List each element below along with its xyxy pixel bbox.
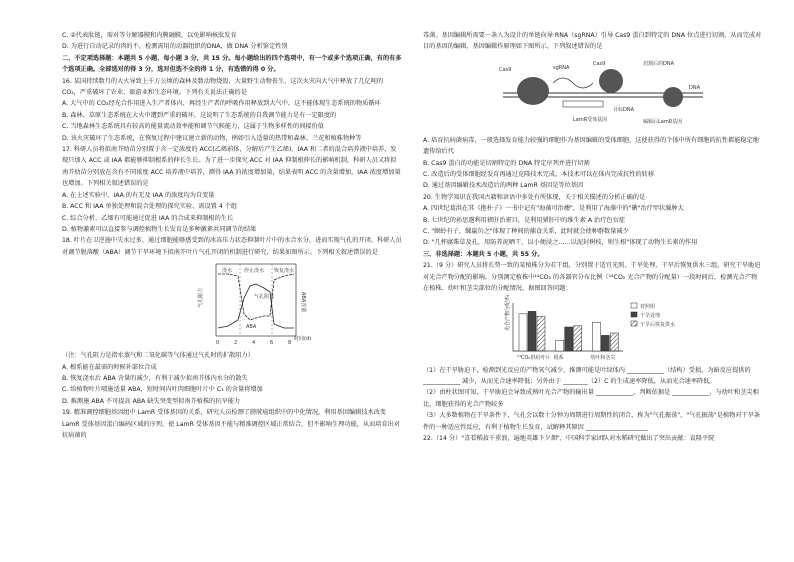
left-column bbox=[62, 30, 402, 441]
option-line: D. 通过基因编辑技术改造后的两种 LamR 基因是等位基因 bbox=[423, 182, 584, 190]
category-label: 根系 bbox=[553, 354, 564, 361]
figure-note: （注：气孔阻力是指水蒸气和二氧化碳等气体通过气孔时的扩散阻力） bbox=[62, 352, 254, 360]
section-heading: 二、不定项选择题：本题共 5 小题，每小题 3 分，共 15 分。每小题给出的四个选项中，有一个或多个选项正确，有的有多个选项正确。全部选对的得 3 分，选对但选不全的得 1 分，有选错的得 0 分。 bbox=[62, 54, 402, 74]
option-line: C. 改造后的受体细胞经发育再通过克隆技术完成，本技术可以在体内完成抗性的转移 bbox=[423, 171, 655, 179]
cas9-protein-2 bbox=[599, 69, 623, 93]
cas9-protein-1 bbox=[517, 77, 549, 105]
option-line: C. 当地森林生态系统具有较高的能量流动效率能和调节气候能力，这属于生物多样性的间接价值 bbox=[62, 123, 324, 131]
stomata-resistance-line bbox=[218, 284, 294, 331]
option-line: A. 四世纪葛洪在其《抱朴子》一书中记有"海藻可治瘿"，是利用了海藻中的"碘"治疗甲状腺肿大 bbox=[423, 205, 684, 213]
label-stop-water: 停止浇水 bbox=[244, 268, 265, 275]
aba-stomata-figure bbox=[194, 258, 402, 350]
label-sgrna: sgRNA bbox=[553, 64, 570, 71]
y-axis-left: 气孔阻力 bbox=[198, 288, 204, 309]
label-lamr: LamR受体基因 bbox=[573, 116, 608, 123]
bar bbox=[556, 340, 564, 351]
bar bbox=[592, 322, 600, 351]
question-18: 18. 叶片在卫逆施中失水过多，通过细胞能够感受到的冰冻压力状态抑制叶片中的水合水分，进而实现气孔的开闭、科研人员对调节脱落酸（ABA）调节干旱环境下拟南芥叶片气孔开闭的机制进行研究，结果如图所示。下列相关叙述错误的是 bbox=[62, 237, 402, 256]
x-tick: 4 bbox=[252, 340, 256, 347]
photosynthate-bar-chart bbox=[487, 295, 763, 365]
sub-question: （1）在干旱胁迫下，检测到光反应的产物氧气减少，推测可能是叶绿体内 ____________（结构）受损，为暗反应提供的 ____________ 减少，从而光合速率降低；另外由于 ________（2）C 的生成速率降低，从而光合速率降低。 bbox=[423, 366, 751, 385]
label-target-dna: 目标DNA bbox=[613, 106, 635, 113]
x-tick: 0 bbox=[216, 340, 220, 347]
section-heading: 三、非选择题：本题共 5 小题，共 55 分。 bbox=[423, 250, 544, 258]
option-line: D. 推测施 ABA 不可提高 ABA 缺失突变型拟南芥植株的抗旱能力 bbox=[62, 397, 241, 405]
label-water: 浇水 bbox=[222, 268, 233, 275]
y-axis-label: 光合产物分配率(%) bbox=[505, 294, 511, 331]
question-20: 20. 生物学知识在我国古籍和谚语中多处有所体现，关于相关描述的分析正确的是 bbox=[423, 193, 646, 201]
option-line: C. ②代表肽链，需对等分解器膜和内膜融膜，以免影响核肽发育 bbox=[62, 32, 237, 39]
aba-stomata-chart bbox=[194, 258, 314, 350]
option-line: D. 该火灾破坏了生态系统，在恢复过程中建议建立新的动物，例如引入适量的热带和森林、兰花和植株物种等 bbox=[62, 134, 362, 142]
question-17: 17. 科研人员将拟南芥幼苗分别置于含一定浓度的 ACC(乙烯前体，分解后产生乙烯)、IAA 和二者的混合培养液中培养，发现只加入 ACC 或 IAA 都能够抑制根系的伸长生长。为了进一步探究 ACC 对 IAA 抑制根伸长的影响机制，科研人员又将拟南芥幼苗分别放在含有不同浓度 ACC 培养液中培养，测得 IAA 的浓度增加量，结果表明 ACC 的含量增加，IAA 浓度增加量也增加。下列相关叙述错误的是 bbox=[62, 146, 401, 188]
bar bbox=[519, 313, 527, 350]
legend-swatch bbox=[631, 321, 637, 326]
bar bbox=[574, 325, 582, 350]
gene-editing-figure bbox=[493, 53, 763, 135]
y-axis-right: ABA含量 bbox=[300, 292, 306, 313]
right-column bbox=[423, 30, 763, 444]
option-line: B. 森林、草原生态系统在大火中遭到严重的破坏，这说明了生态系统的自我调节能力是有一定限度的 bbox=[62, 111, 337, 119]
question-21: 21.（9 分）研究人员将长势一致的某植株分为若干组，分别置于适宜光照、干旱处理、干旱后恢复供水三组，研究干旱胁迫对光合产物分配的影响，分别测定植株中¹⁴CO₂ 的各器官分布比例（¹⁴CO₂ 光合产物的分配量）一段时间后，检测光合产物在植株、幼叶和茎尖部位的分配情况，据图回答问题： bbox=[423, 262, 761, 293]
x-tick: 8 bbox=[288, 340, 292, 347]
option-line: D. 为进行自动记录的肉的不，检测需用的动器组织的DNA，做 DNA 分析鉴定性别 bbox=[62, 43, 288, 51]
option-line: A. 在上述实验中，IAA 的有无及 IAA 的浓度均为自变量 bbox=[62, 191, 215, 199]
option-line: B. 七世纪的孙思邈利用猪肝治雀目，是利用猪肝中的维生素 A 治疗色盲症 bbox=[423, 216, 625, 224]
question-19-continued: 毒菌。基因编辑所需要一条人为设计的单链向导 RNA（sgRNA）引导 Cas9 蛋白到特定的 DNA 位点进行切割，从而完成对目的基因的编辑，基因编辑作原理如下图所示，下列叙述错误的是 bbox=[423, 32, 762, 51]
gene-editing-diagram bbox=[493, 53, 713, 135]
option-line: B. 恢复浇水后 ABA 含量的减少，有利于减少拟南芥体内水分的散失 bbox=[62, 374, 248, 382]
option-line: B. ACC 和 IAA 单独处理和混合处理的探究实验，需设置 4 个组 bbox=[62, 203, 238, 211]
legend-label: 干旱后恢复供水 bbox=[640, 321, 676, 328]
sub-question: （2）由柱状图可知，干旱胁迫会导致成熟叶光合产物的输出量 ____________，判断依据是 ____________，与幼叶和茎尖相比，细胞获得的光合产物较多 bbox=[423, 389, 759, 408]
option-line: C. 给植物叶片喷施适量 ABA，短时间内叶肉细胞叶片中 C₃ 的含量将增加 bbox=[62, 386, 263, 394]
x-axis-label: 时间(d) bbox=[294, 336, 312, 343]
cas9-protein-3 bbox=[663, 87, 683, 107]
x-tick: 2 bbox=[234, 340, 238, 347]
question-16: 16. 某国持续数月的大火导致上千万公顷的森林及数动物烧毁，大量野生动物丧生，这次火灾向大气中释放了几亿吨的 CO₂，严重破坏了农业、旅游业和生态环境。下列有关说法正确的是 bbox=[62, 77, 384, 97]
bar bbox=[528, 311, 536, 351]
label-cut-dna: 切割后的DNA bbox=[643, 60, 675, 67]
bar bbox=[610, 333, 618, 351]
legend-label: 干旱处理 bbox=[640, 312, 661, 319]
label-cas9: Cas9 bbox=[499, 66, 512, 73]
option-line: B. Cas9 蛋白的功能是切割特定的 DNA 特定序列并进行切割 bbox=[423, 159, 590, 167]
option-line: D. 植物激素可以直接参与调控植物生长发育是多种激素共同调节的结果 bbox=[62, 225, 257, 233]
x-tick: 6 bbox=[270, 340, 274, 347]
bar-chart-svg bbox=[487, 295, 677, 365]
label-resume-water: 恢复浇水 bbox=[274, 268, 295, 275]
bar bbox=[537, 316, 545, 351]
legend-swatch bbox=[631, 303, 637, 308]
question-19: 19. 精准调控细胞基因组中 LamR 受体基因的关系，研究人员检测了膀胱癌组织中的中化情况，利用基因编辑技术改变 LamR 受体基因蛋白编码区域的序列，使 LamR 受体基因不能与精准调控区域正常结合，但不影响生理功能，从而培育出对抗病菌的 bbox=[62, 409, 401, 439]
option-line: C. "螟蛉有子，蜾蠃负之"体现了种间的捕食关系，此时就会使种群数量减少 bbox=[423, 228, 629, 236]
option-line: A. 培育抗病菌病毒，一般选择发育能力较强的细胞作为基因编辑的受体细胞，这使获得的个体中所有细胞的抗性都能稳定地遗传给后代 bbox=[423, 136, 759, 156]
label-aba: ABA bbox=[246, 324, 257, 331]
bar bbox=[601, 335, 609, 351]
bar bbox=[565, 327, 573, 351]
legend-swatch bbox=[631, 312, 637, 317]
category-label: ¹⁴CO₂供给叶片 bbox=[517, 354, 551, 361]
label-cas9-2: Cas9 bbox=[593, 60, 606, 67]
label-edited-lamr: 编辑后LamR基因 bbox=[643, 118, 683, 125]
option-line: A. 大气中的 CO₂经光合作用进入生产者体内，再经生产者的呼吸作用释放到大气中，这不能体现生态系统的物质循环 bbox=[62, 100, 381, 108]
legend-label: 对照组 bbox=[640, 303, 656, 310]
option-line: A. 根系能在最需的时候补部位合成 bbox=[62, 363, 157, 371]
label-resistance: 气孔阻力 bbox=[254, 294, 275, 301]
option-line: D. "几杯腐柴草及孔，用防养泥晒干，以小便浸之……以泥封树枝，则生根"体现了动物生长素的作用 bbox=[423, 239, 698, 247]
label-dna: DNA bbox=[689, 84, 701, 91]
sub-question: （3）大多数植物在干旱条件下，气孔会以数十分钟为周期进行周期性的闭合，称为"气孔振荡"，"气孔振荡"是植物对干旱条件的一种适应性反应，有利于植物生长发育，试解释其原因 ____________________ bbox=[423, 412, 761, 431]
option-line: C. 综合分析，乙烯有可能通过促进 IAA 的合成来抑制根的生长 bbox=[62, 214, 234, 222]
category-label: 幼叶和茎尖 bbox=[590, 354, 616, 361]
question-22: 22.（14 分）"喜看稻菽千重浪，遍地英雄下夕烟"，中国科学家团队对水稻研究做出了突出贡献：袁隆平院 bbox=[423, 434, 715, 442]
